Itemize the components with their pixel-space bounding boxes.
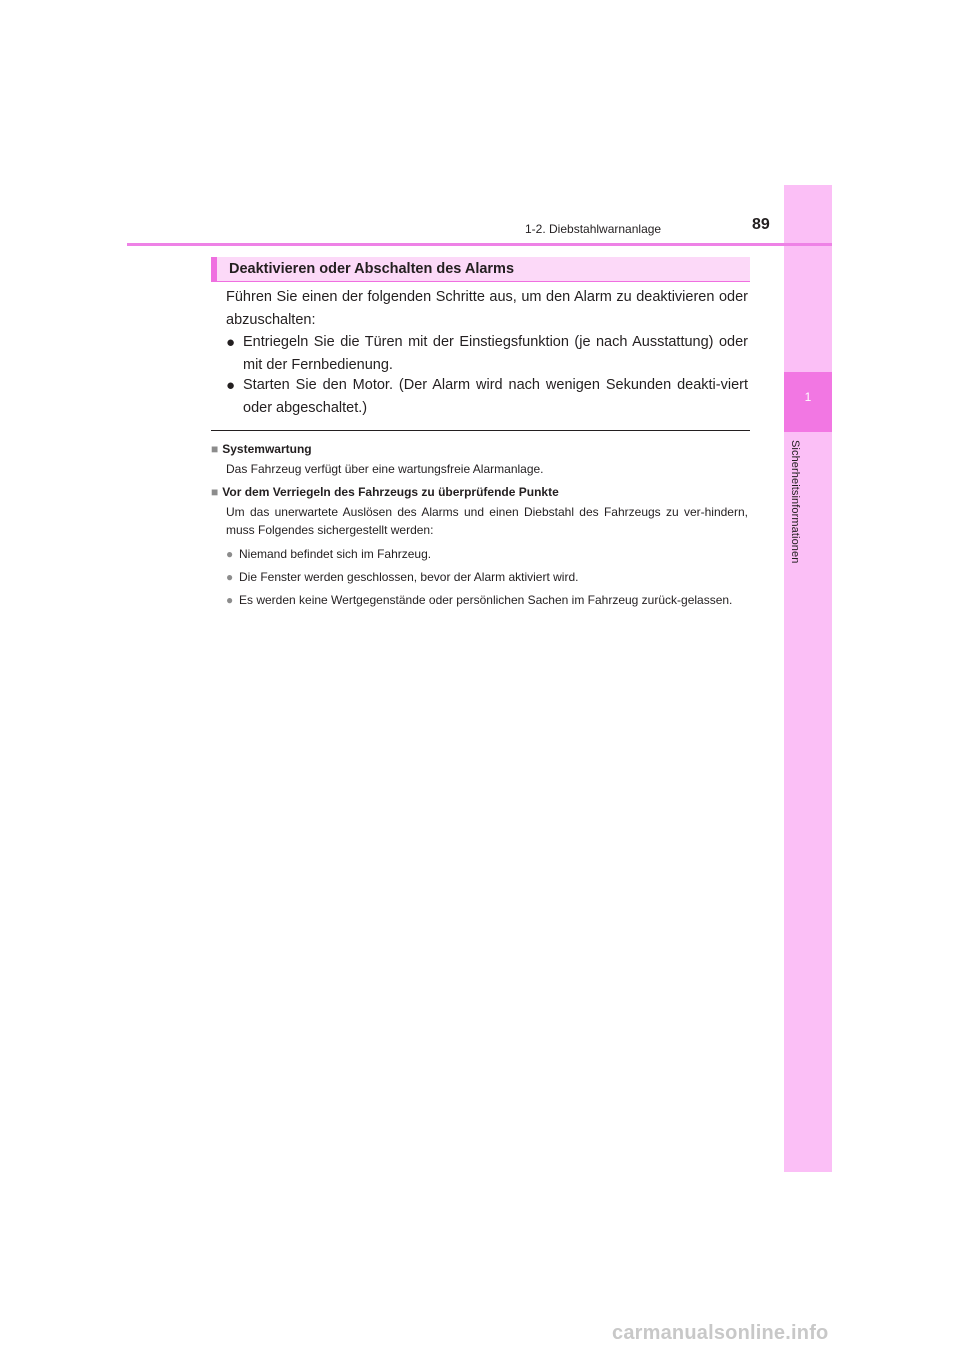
chapter-number: 1 — [804, 390, 812, 404]
square-bullet-icon: ■ — [211, 442, 219, 456]
watermark: carmanualsonline.info — [612, 1322, 829, 1344]
step-item — [226, 374, 748, 420]
page-number: 89 — [752, 216, 770, 233]
step-item — [226, 331, 748, 377]
note-bullet-item — [226, 591, 748, 609]
note-title: Vor dem Verriegeln des Fahrzeugs zu überprüfende Punkte — [222, 485, 559, 499]
note-bullet-item — [226, 568, 748, 586]
section-divider — [211, 430, 750, 431]
step-text: Entriegeln Sie die Türen mit der Einstiegsfunktion (je nach Ausstattung) oder mit der Fernbedienung. — [243, 334, 748, 373]
header-divider — [127, 243, 832, 246]
note-text: Um das unerwartete Auslösen des Alarms und einen Diebstahl des Fahrzeugs zu ver-hindern, muss Folgendes sichergestellt werden: — [226, 505, 748, 537]
step-text: Starten Sie den Motor. (Der Alarm wird nach wenigen Sekunden deakti-viert oder abgeschaltet.) — [243, 377, 748, 416]
square-bullet-icon: ■ — [211, 485, 219, 499]
chapter-label: Sicherheitsinformationen — [789, 440, 801, 564]
chapter-number-tab — [784, 372, 832, 432]
note-bullet-text: Niemand befindet sich im Fahrzeug. — [239, 547, 432, 561]
bullet-icon: ● — [226, 593, 234, 607]
note-title: Systemwartung — [222, 442, 312, 456]
bullet-icon: ● — [226, 547, 234, 561]
intro-paragraph: Führen Sie einen der folgenden Schritte aus, um den Alarm zu deaktivieren oder abzuschalten: — [226, 289, 748, 328]
section-heading — [211, 257, 750, 282]
bullet-icon: ● — [226, 334, 236, 351]
note-bullet-text: Die Fenster werden geschlossen, bevor der Alarm aktiviert wird. — [239, 570, 579, 584]
note-heading — [211, 485, 559, 499]
bullet-icon: ● — [226, 377, 236, 394]
side-tab — [784, 185, 832, 1172]
header-section-title: 1-2. Diebstahlwarnanlage — [525, 222, 662, 236]
bullet-icon: ● — [226, 570, 234, 584]
note-text: Das Fahrzeug verfügt über eine wartungsfreie Alarmanlage. — [226, 462, 544, 476]
note-heading — [211, 442, 312, 456]
section-heading-text: Deaktivieren oder Abschalten des Alarms — [229, 261, 515, 277]
note-bullet-text: Es werden keine Wertgegenstände oder persönlichen Sachen im Fahrzeug zurück-gelassen. — [239, 593, 733, 607]
note-bullet-item — [226, 545, 748, 563]
